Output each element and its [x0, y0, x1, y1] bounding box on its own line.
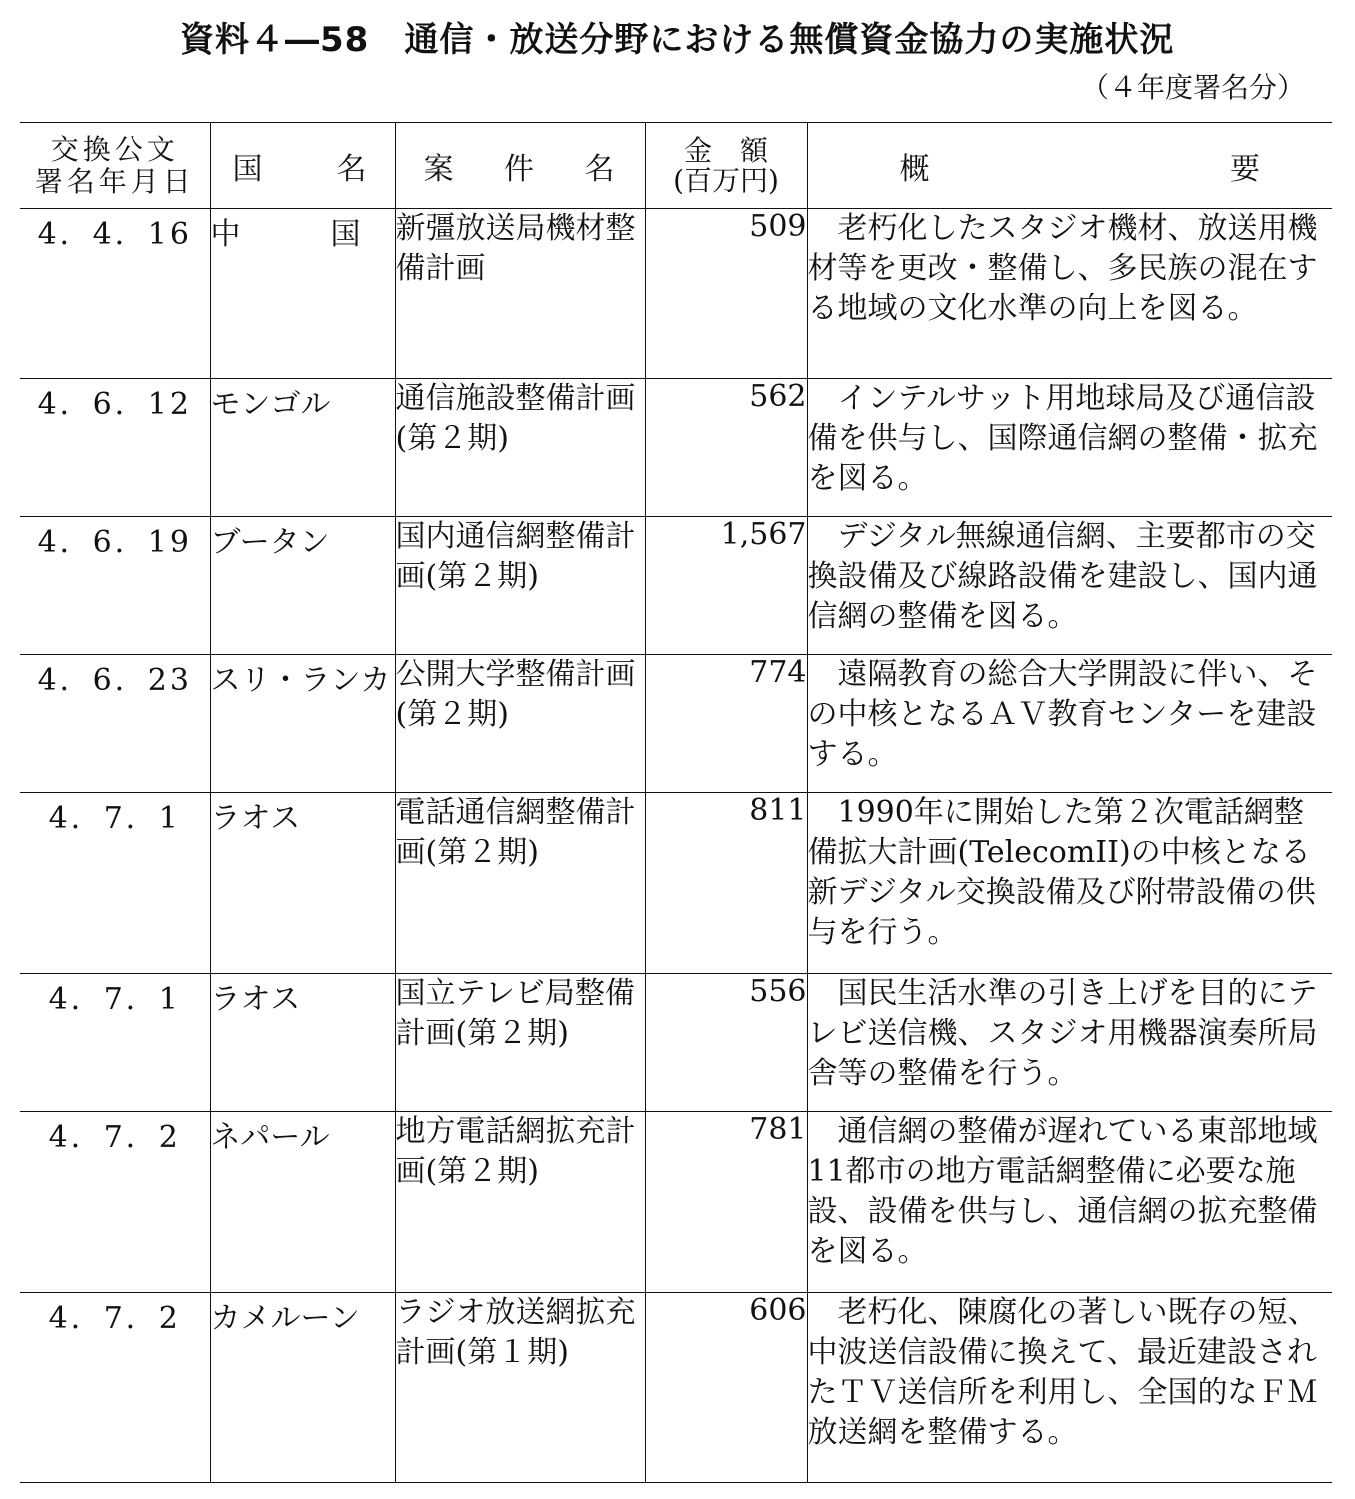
cell-country: ネパール — [210, 1112, 395, 1293]
document-title: 資料４―58 通信・放送分野における無償資金協力の実施状況 — [180, 20, 1175, 60]
header-amount — [645, 123, 807, 209]
header-country-char-1: 国 — [232, 151, 263, 187]
cell-date: 4．6．19 — [20, 517, 210, 655]
cell-date: 4．7．2 — [20, 1112, 210, 1293]
header-summary — [807, 123, 1332, 209]
header-amount-line2: (百万円) — [673, 163, 779, 197]
cell-country: ブータン — [210, 517, 395, 655]
table-row — [20, 209, 1332, 379]
table-row — [20, 793, 1332, 974]
cell-country: 中 国 — [210, 209, 395, 379]
header-summary-char-2: 要 — [1230, 151, 1260, 187]
cell-country: ラオス — [210, 793, 395, 974]
header-project-char-1: 案 — [423, 151, 454, 187]
cell-date: 4．7．2 — [20, 1293, 210, 1483]
table-row — [20, 379, 1332, 517]
cell-project: 国立テレビ局整備計画(第２期) — [395, 974, 645, 1112]
cell-date: 4．6．23 — [20, 655, 210, 793]
table-row — [20, 517, 1332, 655]
header-country-char-2: 名 — [336, 151, 367, 187]
table-header-row — [20, 123, 1332, 209]
cell-country: ラオス — [210, 974, 395, 1112]
table-row — [20, 655, 1332, 793]
cell-amount: 556 — [645, 974, 807, 1112]
cell-date: 4．4．16 — [20, 209, 210, 379]
table-row — [20, 974, 1332, 1112]
header-country — [210, 123, 395, 209]
header-amount-line1: 金 額 — [683, 133, 768, 167]
cell-amount: 1,567 — [645, 517, 807, 655]
cell-summary: 1990年に開始した第２次電話網整備拡大計画(TelecomII)の中核となる新デジタル交換設備及び附帯設備の供与を行う。 — [807, 793, 1332, 974]
table-row — [20, 1112, 1332, 1293]
cell-project: 通信施設整備計画(第２期) — [395, 379, 645, 517]
cell-date: 4．7．1 — [20, 974, 210, 1112]
header-date-line1: 交換公文 — [50, 132, 179, 166]
cell-summary: インテルサット用地球局及び通信設備を供与し、国際通信網の整備・拡充を図る。 — [807, 379, 1332, 517]
document-subtitle: （４年度署名分） — [1080, 71, 1305, 104]
header-summary-char-1: 概 — [899, 151, 930, 187]
cell-project: 電話通信網整備計画(第２期) — [395, 793, 645, 974]
cell-amount: 606 — [645, 1293, 807, 1483]
cell-country: モンゴル — [210, 379, 395, 517]
header-project — [395, 123, 645, 209]
header-project-char-3: 名 — [584, 151, 615, 187]
cell-summary: 老朽化、陳腐化の著しい既存の短、中波送信設備に換えて、最近建設されたＴＶ送信所を利用し、全国的なＦＭ放送網を整備する。 — [807, 1293, 1332, 1483]
cell-project: 公開大学整備計画(第２期) — [395, 655, 645, 793]
header-project-char-2: 件 — [504, 151, 534, 187]
cell-country: カメルーン — [210, 1293, 395, 1483]
cell-summary: 通信網の整備が遅れている東部地域11都市の地方電話網整備に必要な施設、設備を供与し、通信網の拡充整備を図る。 — [807, 1112, 1332, 1293]
cell-amount: 781 — [645, 1112, 807, 1293]
header-date — [20, 123, 210, 209]
cell-project: 地方電話網拡充計画(第２期) — [395, 1112, 645, 1293]
cell-project: 新彊放送局機材整備計画 — [395, 209, 645, 379]
cell-amount: 811 — [645, 793, 807, 974]
cell-date: 4．6．12 — [20, 379, 210, 517]
cell-country: スリ・ランカ — [210, 655, 395, 793]
grant-aid-table — [20, 122, 1332, 1483]
table-row — [20, 1293, 1332, 1483]
cell-project: ラジオ放送網拡充計画(第１期) — [395, 1293, 645, 1483]
cell-project: 国内通信網整備計画(第２期) — [395, 517, 645, 655]
cell-amount: 509 — [645, 209, 807, 379]
cell-summary: 国民生活水準の引き上げを目的にテレビ送信機、スタジオ用機器演奏所局舎等の整備を行う。 — [807, 974, 1332, 1112]
cell-date: 4．7．1 — [20, 793, 210, 974]
header-date-line2: 署名年月日 — [34, 164, 195, 198]
cell-summary: 遠隔教育の総合大学開設に伴い、その中核となるＡＶ教育センターを建設する。 — [807, 655, 1332, 793]
cell-summary: 老朽化したスタジオ機材、放送用機材等を更改・整備し、多民族の混在する地域の文化水準の向上を図る。 — [807, 209, 1332, 379]
cell-amount: 562 — [645, 379, 807, 517]
cell-summary: デジタル無線通信網、主要都市の交換設備及び線路設備を建設し、国内通信網の整備を図る。 — [807, 517, 1332, 655]
cell-amount: 774 — [645, 655, 807, 793]
